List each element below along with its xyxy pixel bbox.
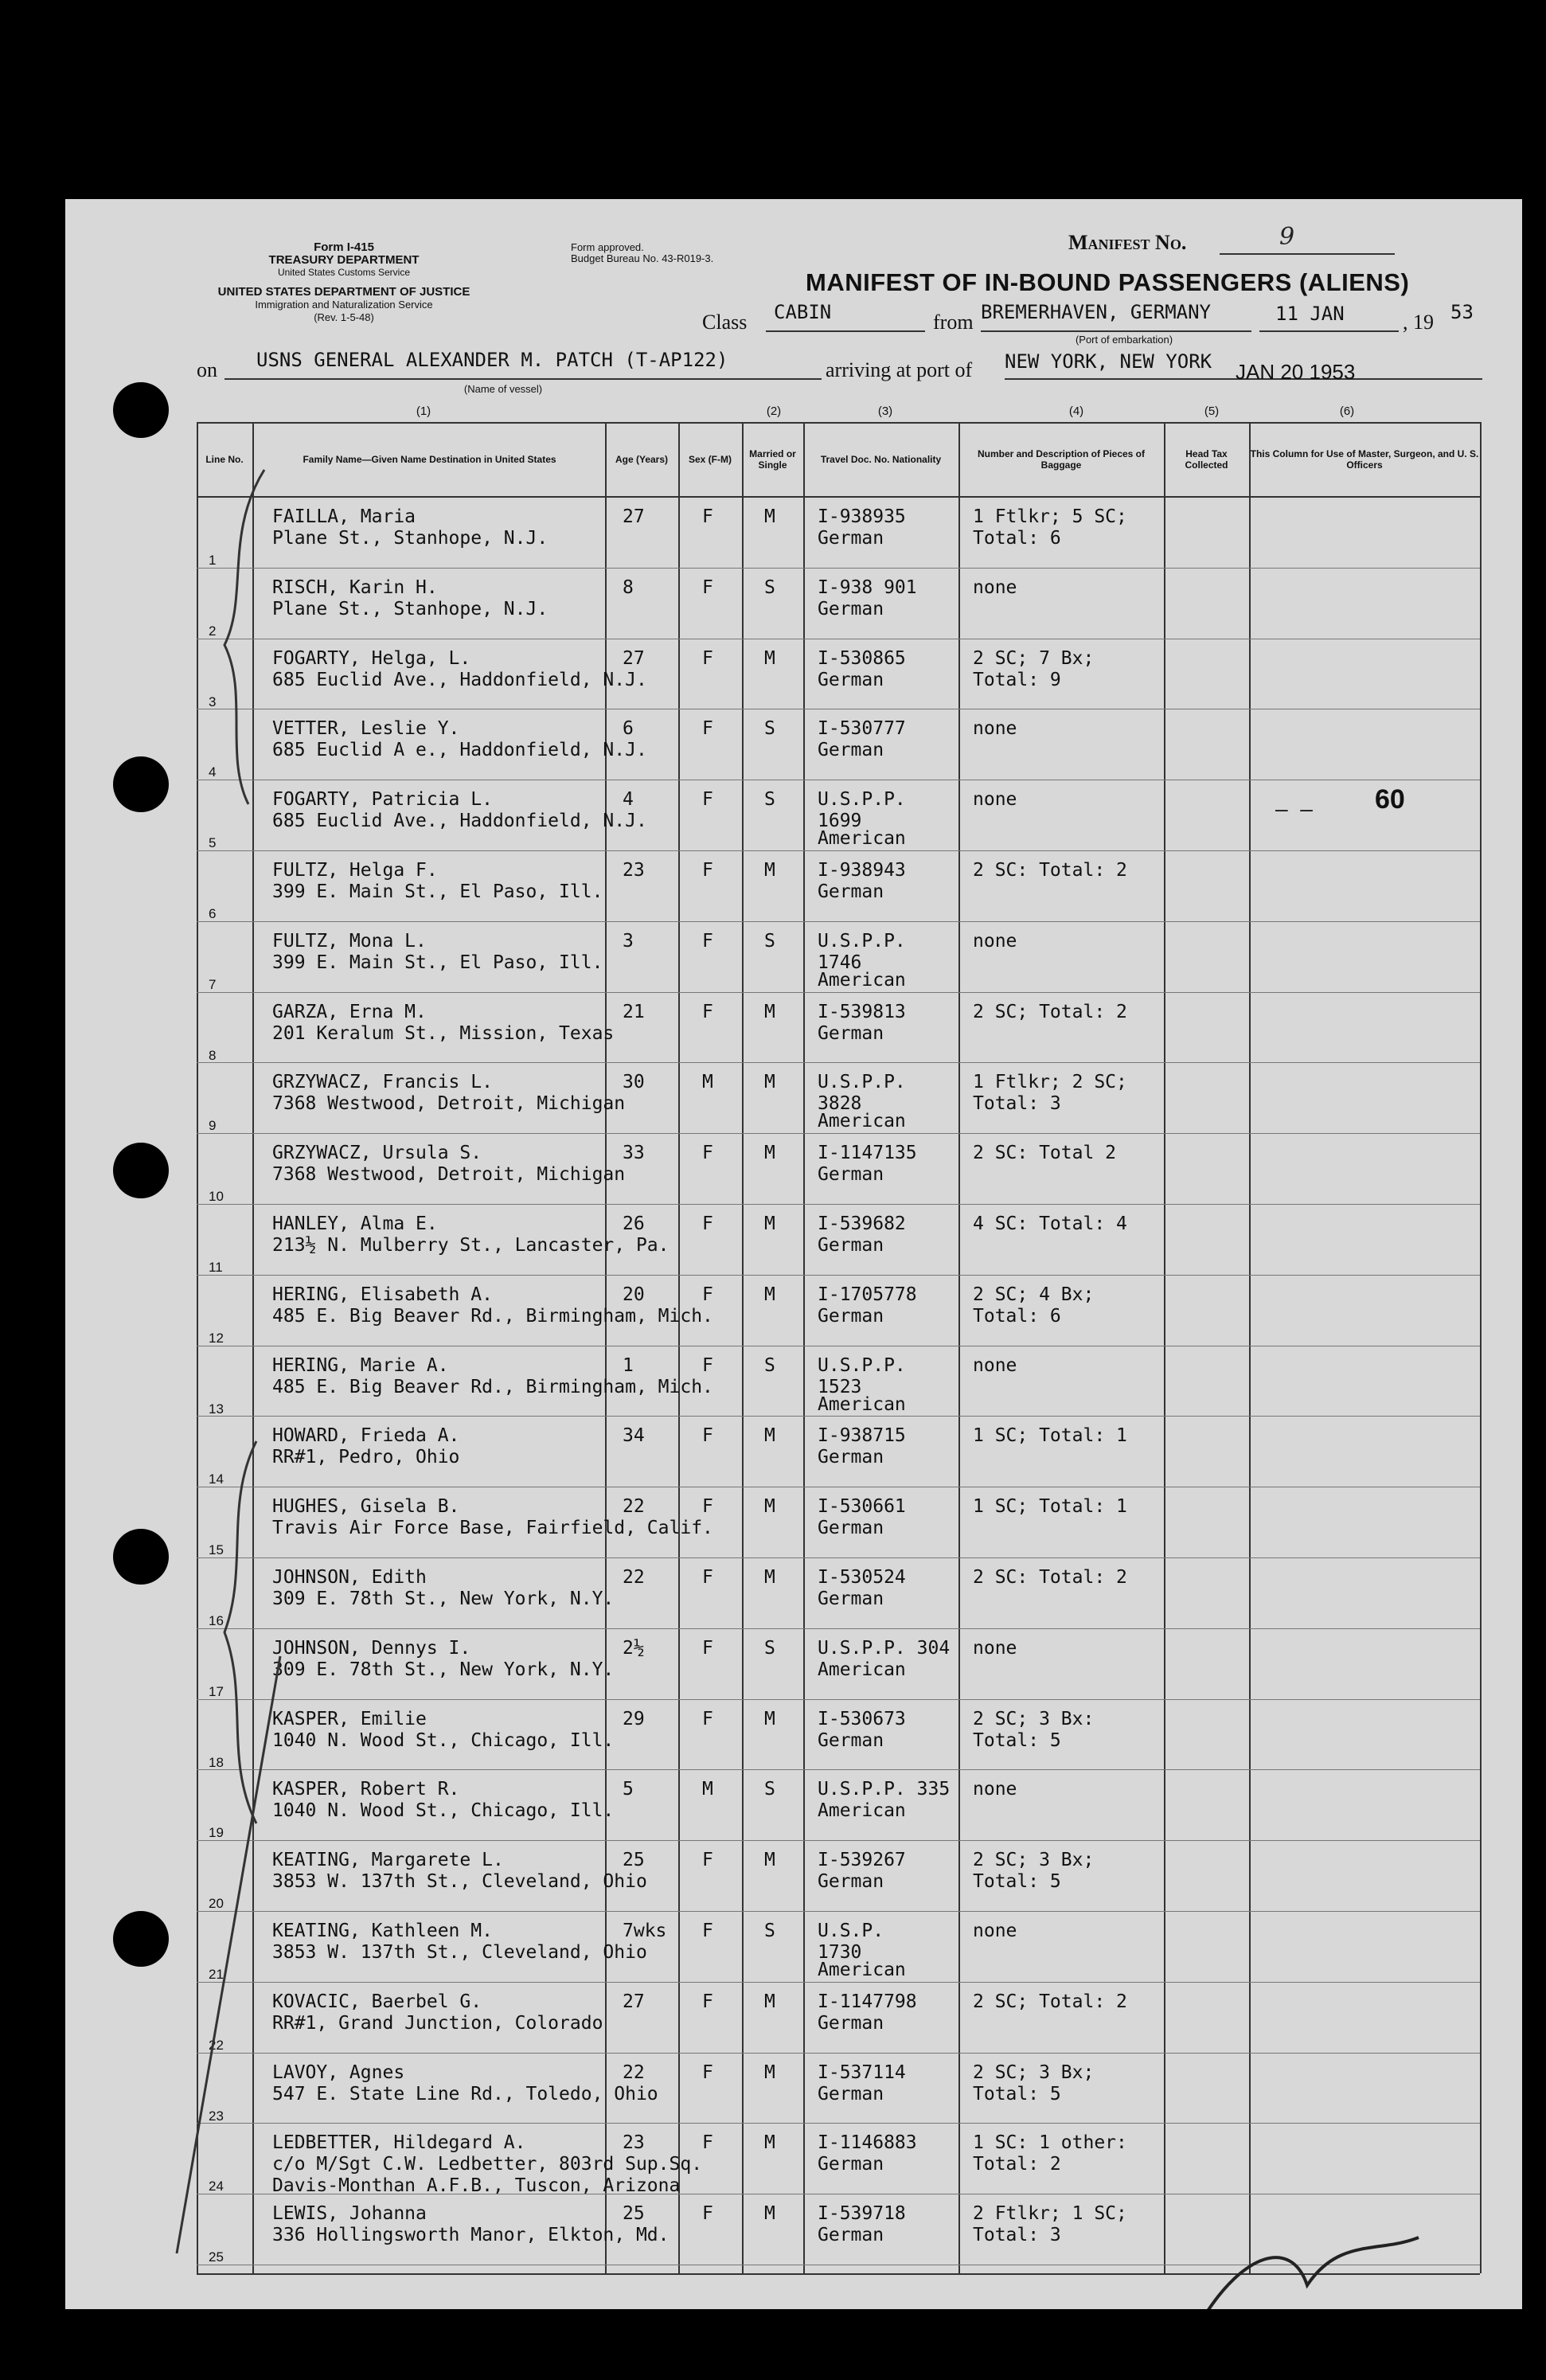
passenger-travel-doc: U.S.P.P. <box>818 789 906 811</box>
col-num-4: (4) <box>1068 404 1084 418</box>
passenger-sex: F <box>702 789 713 811</box>
passenger-destination: RR#1, Grand Junction, Colorado <box>272 2012 603 2034</box>
passenger-marital: M <box>764 860 775 881</box>
passenger-destination: 485 E. Big Beaver Rd., Birmingham, Mich. <box>272 1376 713 1397</box>
col-num-1: (1) <box>416 404 431 418</box>
passenger-travel-doc: I-539718 <box>818 2203 906 2225</box>
header-travel-doc: Travel Doc. No. Nationality <box>820 453 942 465</box>
passenger-destination: 201 Keralum St., Mission, Texas <box>272 1022 615 1044</box>
line-number: 1 <box>209 553 217 568</box>
passenger-marital: M <box>764 506 775 527</box>
passenger-sex: F <box>702 1354 713 1376</box>
officer-dash: — — <box>1275 798 1313 822</box>
passenger-age: 22 <box>623 1496 645 1518</box>
passenger-baggage-total: Total: 6 <box>973 528 1061 549</box>
passenger-sex: F <box>702 2203 713 2225</box>
passenger-marital: S <box>764 789 775 811</box>
passenger-baggage: none <box>973 1354 1017 1376</box>
line-number: 13 <box>209 1401 224 1417</box>
dept-justice: UNITED STATES DEPARTMENT OF JUSTICE <box>217 285 470 299</box>
passenger-nationality: German <box>818 1871 884 1893</box>
passenger-travel-doc: I-530524 <box>818 1567 906 1588</box>
passenger-marital: M <box>764 1496 775 1518</box>
passenger-baggage: 4 SC: Total: 4 <box>973 1213 1127 1234</box>
year-prefix: , 19 <box>1403 311 1434 334</box>
passenger-baggage: 2 SC: Total: 2 <box>973 1567 1127 1588</box>
passenger-name: KASPER, Robert R. <box>272 1779 460 1800</box>
form-approved: Form approved. <box>571 241 644 253</box>
passenger-sex: F <box>702 1284 713 1305</box>
header-age: Age (Years) <box>615 453 669 465</box>
passenger-age: 6 <box>623 718 634 740</box>
passenger-sex: F <box>702 1567 713 1588</box>
class-value: CABIN <box>774 301 832 323</box>
passenger-sex: F <box>702 2061 713 2083</box>
passenger-nationality: German <box>818 1518 884 1539</box>
passenger-destination: 309 E. 78th St., New York, N.Y. <box>272 1589 615 1609</box>
passenger-marital: M <box>764 1284 775 1305</box>
passenger-destination: 1040 N. Wood St., Chicago, Ill. <box>272 1800 615 1822</box>
passenger-name: JOHNSON, Edith <box>272 1567 427 1588</box>
passenger-travel-doc: I-938943 <box>818 860 906 881</box>
form-number: Form I-415 <box>314 240 374 254</box>
passenger-travel-doc: I-539682 <box>818 1213 906 1234</box>
header-sex: Sex (F-M) <box>689 453 732 465</box>
line-number: 16 <box>209 1613 224 1628</box>
line-number: 20 <box>209 1896 224 1912</box>
passenger-travel-doc: I-539813 <box>818 1001 906 1022</box>
passenger-destination: 7368 Westwood, Detroit, Michigan <box>272 1164 626 1186</box>
line-number: 11 <box>209 1260 223 1275</box>
passenger-travel-doc: I-938715 <box>818 1425 906 1447</box>
passenger-nationality: German <box>818 2154 884 2175</box>
passenger-travel-doc: I-1146883 <box>818 2132 917 2154</box>
passenger-marital: M <box>764 1143 775 1164</box>
line-number: 9 <box>209 1118 217 1134</box>
passenger-baggage-total: Total: 6 <box>973 1305 1061 1327</box>
passenger-age: 27 <box>623 647 645 669</box>
line-number: 7 <box>209 976 217 992</box>
officer-stamp: 60 <box>1375 784 1405 815</box>
class-label: Class <box>702 311 748 334</box>
passenger-age: 21 <box>623 1001 645 1022</box>
passenger-marital: M <box>764 1567 775 1588</box>
passenger-age: 20 <box>623 1284 645 1305</box>
passenger-marital: M <box>764 1425 775 1447</box>
passenger-name: FOGARTY, Patricia L. <box>272 789 493 811</box>
line-number: 14 <box>209 1471 224 1487</box>
passenger-baggage: 1 SC; Total: 1 <box>973 1496 1127 1518</box>
passenger-sex: F <box>702 576 713 598</box>
passenger-baggage-total: Total: 3 <box>973 2225 1061 2246</box>
passenger-nationality: German <box>818 740 884 761</box>
passenger-name: KASPER, Emilie <box>272 1708 427 1729</box>
header-line-no: Line No. <box>205 453 244 465</box>
passenger-baggage: 2 SC; 3 Bx; <box>973 2061 1095 2083</box>
passenger-sex: F <box>702 930 713 952</box>
passenger-sex: F <box>702 1425 713 1447</box>
passenger-sex: F <box>702 647 713 669</box>
passenger-sex: F <box>702 1637 713 1659</box>
passenger-name: HERING, Elisabeth A. <box>272 1284 493 1305</box>
passenger-nationality: German <box>818 881 884 902</box>
passenger-travel-doc: I-938935 <box>818 506 906 527</box>
passenger-destination: Plane St., Stanhope, N.J. <box>272 598 549 619</box>
passenger-nationality: American <box>818 1659 906 1680</box>
vessel-name: USNS GENERAL ALEXANDER M. PATCH (T-AP122) <box>256 349 728 371</box>
col-num-2: (2) <box>766 404 782 418</box>
passenger-age: 2½ <box>623 1637 645 1659</box>
passenger-destination: 485 E. Big Beaver Rd., Birmingham, Mich. <box>272 1305 713 1327</box>
passenger-marital: M <box>764 647 775 669</box>
passenger-age: 25 <box>623 1850 645 1871</box>
passenger-marital: M <box>764 1213 775 1234</box>
passenger-baggage: none <box>973 930 1017 952</box>
passenger-sex: F <box>702 2132 713 2154</box>
passenger-destination: 399 E. Main St., El Paso, Ill. <box>272 881 603 902</box>
line-number: 12 <box>209 1330 224 1346</box>
passenger-baggage: none <box>973 576 1017 598</box>
col-num-5: (5) <box>1204 404 1220 418</box>
passenger-travel-doc: U.S.P.P. <box>818 930 906 952</box>
passenger-marital: S <box>764 1921 775 1941</box>
passenger-sex: F <box>702 718 713 740</box>
passenger-baggage: 2 SC; 4 Bx; <box>973 1284 1095 1305</box>
passenger-age: 30 <box>623 1072 645 1093</box>
passenger-nationality: German <box>818 1729 884 1751</box>
passenger-nationality: German <box>818 598 884 619</box>
arrival-date-stamp: JAN 20 1953 <box>1236 360 1356 384</box>
passenger-sex: F <box>702 1496 713 1518</box>
passenger-name: KEATING, Kathleen M. <box>272 1921 493 1941</box>
passenger-name: FULTZ, Helga F. <box>272 860 438 881</box>
passenger-age: 8 <box>623 576 634 598</box>
passenger-nationality-2: American <box>818 1393 906 1415</box>
line-number: 8 <box>209 1047 217 1063</box>
col-num-6: (6) <box>1339 404 1355 418</box>
header-officers: This Column for Use of Master, Surgeon, and U. S. Officers <box>1250 447 1479 471</box>
dept-treasury-sub: United States Customs Service <box>277 267 411 278</box>
passenger-destination: 309 E. 78th St., New York, N.Y. <box>272 1659 615 1680</box>
passenger-baggage: 2 SC; 3 Bx; <box>973 1850 1095 1871</box>
passenger-nationality-2: American <box>818 1111 906 1132</box>
passenger-travel-doc: I-1147798 <box>818 1991 917 2012</box>
passenger-nationality-2: American <box>818 1960 906 1980</box>
line-number: 22 <box>209 2037 224 2053</box>
passenger-destination: 7368 Westwood, Detroit, Michigan <box>272 1093 626 1115</box>
passenger-destination: 399 E. Main St., El Paso, Ill. <box>272 952 603 973</box>
arriving-label: arriving at port of <box>826 358 973 381</box>
passenger-travel-doc: I-537114 <box>818 2061 906 2083</box>
passenger-destination: 685 Euclid A e., Haddonfield, N.J. <box>272 740 647 761</box>
passenger-marital: S <box>764 1779 775 1800</box>
passenger-destination: 336 Hollingsworth Manor, Elkton, Md. <box>272 2225 670 2246</box>
header-baggage: Number and Description of Pieces of Baggage <box>977 447 1146 471</box>
passenger-name: LEWIS, Johanna <box>272 2203 427 2225</box>
passenger-travel-doc: I-1147135 <box>818 1143 917 1164</box>
passenger-nationality: German <box>818 1235 884 1256</box>
passenger-age: 4 <box>623 789 634 811</box>
revision: (Rev. 1-5-48) <box>314 311 374 323</box>
passenger-sex: M <box>702 1779 713 1800</box>
passenger-nationality: 1523 <box>818 1376 862 1397</box>
passenger-nationality-2: American <box>818 828 906 850</box>
passenger-destination: 213½ N. Mulberry St., Lancaster, Pa. <box>272 1235 670 1256</box>
from-label: from <box>933 311 974 334</box>
passenger-marital: S <box>764 576 775 598</box>
passenger-travel-doc: U.S.P.P. 335 <box>818 1779 951 1800</box>
dept-treasury: TREASURY DEPARTMENT <box>268 253 420 267</box>
passenger-destination: c/o M/Sgt C.W. Ledbetter, 803rd Sup.Sq. <box>272 2154 703 2175</box>
passenger-baggage: 2 SC; 7 Bx; <box>973 647 1095 669</box>
passenger-name: FAILLA, Maria <box>272 506 416 527</box>
passenger-nationality: German <box>818 1447 884 1468</box>
passenger-baggage: 2 Ftlkr; 1 SC; <box>973 2203 1127 2225</box>
passenger-travel-doc: I-530661 <box>818 1496 906 1518</box>
passenger-nationality: German <box>818 528 884 549</box>
line-number: 15 <box>209 1542 224 1558</box>
passenger-nationality: German <box>818 1305 884 1327</box>
passenger-name: KOVACIC, Baerbel G. <box>272 1991 482 2012</box>
from-value: BREMERHAVEN, GERMANY <box>981 301 1211 323</box>
passenger-travel-doc: I-530673 <box>818 1708 906 1729</box>
passenger-travel-doc: I-530777 <box>818 718 906 740</box>
passenger-baggage-total: Total: 5 <box>973 1729 1061 1751</box>
line-number: 4 <box>209 764 217 780</box>
passenger-name: HERING, Marie A. <box>272 1354 449 1376</box>
passenger-nationality: 1699 <box>818 811 862 832</box>
passenger-destination: 3853 W. 137th St., Cleveland, Ohio <box>272 1871 647 1893</box>
vessel-label: (Name of vessel) <box>463 383 543 395</box>
passenger-name: KEATING, Margarete L. <box>272 1850 504 1871</box>
passenger-name: HOWARD, Frieda A. <box>272 1425 460 1447</box>
passenger-travel-doc: I-530865 <box>818 647 906 669</box>
manifest-page <box>65 199 1522 2309</box>
passenger-baggage: 1 SC; Total: 1 <box>973 1425 1127 1447</box>
passenger-sex: M <box>702 1072 713 1093</box>
passenger-baggage-total: Total: 9 <box>973 669 1061 690</box>
passenger-nationality: German <box>818 669 884 690</box>
passenger-baggage: 2 SC: Total: 2 <box>973 860 1127 881</box>
passenger-destination: 685 Euclid Ave., Haddonfield, N.J. <box>272 669 647 690</box>
passenger-nationality: American <box>818 1800 906 1822</box>
passenger-baggage: 2 SC; Total: 2 <box>973 1991 1127 2012</box>
passenger-age: 27 <box>623 506 645 527</box>
line-number: 18 <box>209 1754 224 1770</box>
manifest-title: MANIFEST OF IN-BOUND PASSENGERS (ALIENS) <box>806 268 1410 296</box>
passenger-travel-doc: I-1705778 <box>818 1284 917 1305</box>
passenger-destination: Travis Air Force Base, Fairfield, Calif. <box>272 1518 713 1539</box>
passenger-name: RISCH, Karin H. <box>272 576 438 598</box>
passenger-marital: S <box>764 1637 775 1659</box>
passenger-age: 22 <box>623 2061 645 2083</box>
col-num-3: (3) <box>877 404 893 418</box>
passenger-nationality: German <box>818 2083 884 2104</box>
passenger-travel-doc: U.S.P. <box>818 1921 884 1941</box>
line-number: 23 <box>209 2108 224 2124</box>
arrival-port: NEW YORK, NEW YORK <box>1005 350 1212 373</box>
passenger-destination: RR#1, Pedro, Ohio <box>272 1447 460 1468</box>
passenger-age: 27 <box>623 1991 645 2012</box>
passenger-age: 23 <box>623 2132 645 2154</box>
passenger-age: 34 <box>623 1425 645 1447</box>
passenger-destination-2: Davis-Monthan A.F.B., Tuscon, Arizona <box>272 2175 681 2197</box>
passenger-age: 22 <box>623 1567 645 1588</box>
passenger-marital: M <box>764 2203 775 2225</box>
passenger-marital: S <box>764 718 775 740</box>
line-number: 25 <box>209 2249 224 2265</box>
passenger-nationality: German <box>818 1589 884 1609</box>
passenger-name: GRZYWACZ, Francis L. <box>272 1072 493 1093</box>
passenger-baggage: 2 SC: Total 2 <box>973 1143 1117 1164</box>
passenger-baggage: 1 Ftlkr; 5 SC; <box>973 506 1127 527</box>
passenger-baggage-total: Total: 5 <box>973 2083 1061 2104</box>
line-number: 24 <box>209 2179 224 2194</box>
passenger-sex: F <box>702 1850 713 1871</box>
line-number: 19 <box>209 1825 224 1841</box>
dept-justice-sub: Immigration and Naturalization Service <box>255 299 433 311</box>
passenger-destination: 3853 W. 137th St., Cleveland, Ohio <box>272 1942 647 1963</box>
passenger-baggage: none <box>973 718 1017 740</box>
passenger-name: LEDBETTER, Hildegard A. <box>272 2132 526 2154</box>
passenger-sex: F <box>702 1921 713 1941</box>
passenger-baggage: none <box>973 1637 1017 1659</box>
on-label: on <box>197 358 217 381</box>
line-number: 3 <box>209 694 217 709</box>
passenger-sex: F <box>702 1708 713 1729</box>
passenger-travel-doc: U.S.P.P. 304 <box>818 1637 951 1659</box>
passenger-baggage: 1 Ftlkr; 2 SC; <box>973 1072 1127 1093</box>
passenger-baggage: none <box>973 789 1017 811</box>
passenger-name: LAVOY, Agnes <box>272 2061 405 2083</box>
passenger-baggage-total: Total: 3 <box>973 1093 1061 1115</box>
line-number: 10 <box>209 1189 224 1205</box>
passenger-nationality: 3828 <box>818 1093 862 1115</box>
passenger-nationality: 1730 <box>818 1942 862 1963</box>
passenger-destination: 1040 N. Wood St., Chicago, Ill. <box>272 1729 615 1751</box>
line-number: 17 <box>209 1683 224 1699</box>
passenger-nationality-2: American <box>818 969 906 991</box>
passenger-sex: F <box>702 860 713 881</box>
passenger-name: HANLEY, Alma E. <box>272 1213 438 1234</box>
passenger-marital: M <box>764 1001 775 1022</box>
passenger-age: 29 <box>623 1708 645 1729</box>
year-suffix: 53 <box>1450 301 1474 323</box>
passenger-travel-doc: U.S.P.P. <box>818 1354 906 1376</box>
passenger-nationality: German <box>818 1164 884 1186</box>
budget-bureau: Budget Bureau No. 43-R019-3. <box>571 252 714 264</box>
passenger-destination: 547 E. State Line Rd., Toledo, Ohio <box>272 2083 658 2104</box>
passenger-baggage: 2 SC; 3 Bx: <box>973 1708 1095 1729</box>
passenger-name: GRZYWACZ, Ursula S. <box>272 1143 482 1164</box>
header-head-tax: Head Tax Collected <box>1185 447 1228 471</box>
passenger-baggage: 1 SC: 1 other: <box>973 2132 1127 2154</box>
passenger-nationality: 1746 <box>818 952 862 973</box>
line-number: 5 <box>209 835 217 851</box>
passenger-marital: M <box>764 1072 775 1093</box>
passenger-marital: S <box>764 1354 775 1376</box>
passenger-age: 23 <box>623 860 645 881</box>
passenger-sex: F <box>702 506 713 527</box>
passenger-name: HUGHES, Gisela B. <box>272 1496 460 1518</box>
passenger-age: 25 <box>623 2203 645 2225</box>
passenger-travel-doc: U.S.P.P. <box>818 1072 906 1093</box>
sailing-date: 11 JAN <box>1275 303 1345 325</box>
passenger-sex: F <box>702 1001 713 1022</box>
passenger-nationality: German <box>818 2225 884 2246</box>
passenger-marital: M <box>764 1708 775 1729</box>
passenger-sex: F <box>702 1143 713 1164</box>
passenger-age: 33 <box>623 1143 645 1164</box>
line-number: 2 <box>209 623 217 639</box>
manifest-no: 9 <box>1279 223 1295 251</box>
port-embark-label: (Port of embarkation) <box>1075 334 1173 346</box>
passenger-destination: 685 Euclid Ave., Haddonfield, N.J. <box>272 811 647 832</box>
passenger-marital: M <box>764 1991 775 2012</box>
passenger-sex: F <box>702 1991 713 2012</box>
passenger-name: GARZA, Erna M. <box>272 1001 427 1022</box>
passenger-age: 26 <box>623 1213 645 1234</box>
passenger-age: 5 <box>623 1779 634 1800</box>
passenger-baggage: none <box>973 1779 1017 1800</box>
header-name: Family Name—Given Name Destination in United States <box>303 453 556 465</box>
passenger-baggage: 2 SC; Total: 2 <box>973 1001 1127 1022</box>
passenger-destination: Plane St., Stanhope, N.J. <box>272 528 549 549</box>
passenger-travel-doc: I-938 901 <box>818 576 917 598</box>
passenger-marital: M <box>764 2132 775 2154</box>
passenger-name: FULTZ, Mona L. <box>272 930 427 952</box>
passenger-age: 3 <box>623 930 634 952</box>
passenger-marital: S <box>764 930 775 952</box>
passenger-nationality: German <box>818 1022 884 1044</box>
passenger-name: FOGARTY, Helga, L. <box>272 647 471 669</box>
header-married: Married or Single <box>749 447 796 471</box>
passenger-age: 1 <box>623 1354 634 1376</box>
passenger-baggage-total: Total: 5 <box>973 1871 1061 1893</box>
pencil-marks <box>65 199 1522 2309</box>
passenger-age: 7wks <box>623 1921 667 1941</box>
passenger-sex: F <box>702 1213 713 1234</box>
passenger-nationality: German <box>818 2012 884 2034</box>
passenger-name: JOHNSON, Dennys I. <box>272 1637 471 1659</box>
line-number: 6 <box>209 906 217 921</box>
passenger-marital: M <box>764 2061 775 2083</box>
passenger-baggage: none <box>973 1921 1017 1941</box>
passenger-baggage-total: Total: 2 <box>973 2154 1061 2175</box>
passenger-marital: M <box>764 1850 775 1871</box>
passenger-travel-doc: I-539267 <box>818 1850 906 1871</box>
manifest-no-label: Manifest No. <box>1068 231 1187 254</box>
line-number: 21 <box>209 1967 224 1982</box>
passenger-name: VETTER, Leslie Y. <box>272 718 460 740</box>
